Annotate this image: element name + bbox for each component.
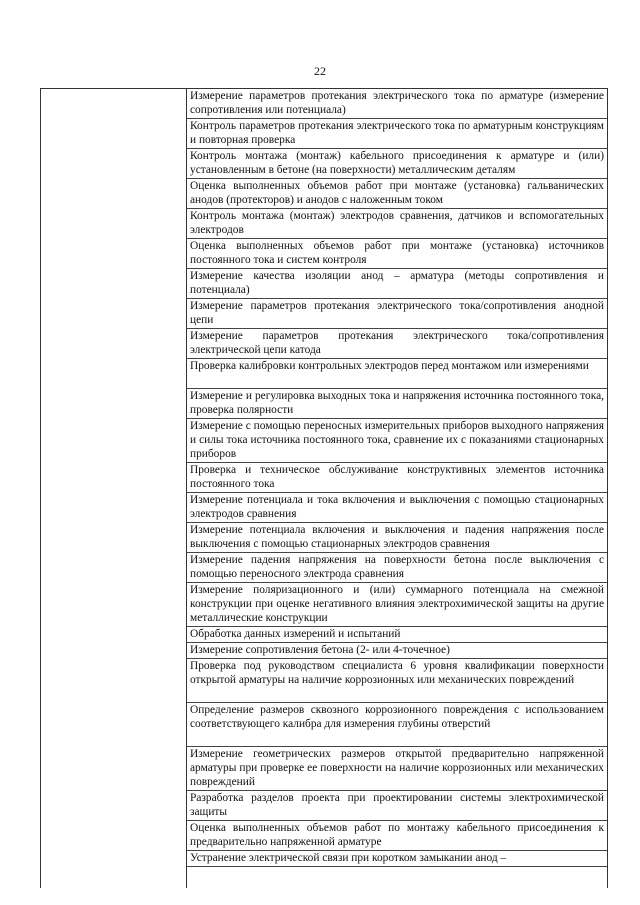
table-row [187,359,607,389]
table-cell-text: Измерение геометрических размеров открытой предварительно напряженной арматуры при проверке ее поверхности на наличие коррозионных или механических повреждений [190,748,604,788]
table-row [187,523,607,553]
table-cell-text: Оценка выполненных объемов работ при монтаже (установка) гальванических анодов (протекторов) и анодов с наложенным током [190,180,604,206]
table-row [187,89,607,119]
table-row [187,703,607,747]
functions-table [40,88,608,888]
table-row [187,821,607,851]
table-cell-text: Измерение сопротивления бетона (2- или 4-точечное) [190,644,450,656]
page-number: 22 [314,64,326,78]
table-cell-text: Измерение качества изоляции анод – арматура (методы сопротивления и потенциала) [190,270,604,296]
table-row [187,659,607,703]
table-row [187,791,607,821]
table-cell-text: Контроль монтажа (монтаж) кабельного присоединения к арматуре и (или) установленным в бетоне (на поверхности) металлическим деталям [190,150,604,176]
table-cell-text: Контроль параметров протекания электрического тока по арматурным конструкциям и повторная проверка [190,120,604,146]
table-row [187,747,607,791]
table-cell-text: Разработка разделов проекта при проектировании системы электрохимической защиты [190,792,604,818]
table-cell-text: Измерение параметров протекания электрического тока по арматуре (измерение сопротивления или потенциала) [190,90,604,116]
table-row [187,493,607,523]
table-cell-text: Определение размеров сквозного коррозионного повреждения с использованием соответствующего калибра для измерения глубины отверстий [190,704,604,730]
table-cell-text: Проверка калибровки контрольных электродов перед монтажом или измерениями [190,360,589,372]
table-cell-text: Обработка данных измерений и испытаний [190,628,401,640]
table-row [187,389,607,419]
table-row [187,119,607,149]
table-row [187,269,607,299]
table-cell-text: Устранение электрической связи при коротком замыкании анод – [190,852,507,864]
table-cell-text: Контроль монтажа (монтаж) электродов сравнения, датчиков и вспомогательных электродов [190,210,604,236]
table-cell-text: Измерение и регулировка выходных тока и напряжения источника постоянного тока, проверка полярности [190,390,604,416]
table-right-column [187,89,607,867]
table-cell-text: Измерение поляризационного и (или) суммарного потенциала на смежной конструкции при оценке негативного влияния электрохимической защиты на другие металлические конструкции [190,584,604,624]
table-row [187,851,607,867]
table-row [187,149,607,179]
table-row [187,239,607,269]
table-cell-text: Измерение параметров протекания электрического тока/сопротивления электрической цепи катода [190,330,604,356]
table-left-column [41,89,187,888]
table-row [187,553,607,583]
table-row [187,583,607,627]
table-row [187,463,607,493]
table-row [187,627,607,643]
table-row [187,329,607,359]
table-row [187,299,607,329]
table-cell-text: Оценка выполненных объемов работ при монтаже (установка) источников постоянного тока и систем контроля [190,240,604,266]
table-cell-text: Измерение с помощью переносных измерительных приборов выходного напряжения и силы тока источника постоянного тока, сравнение их с показаниями стационарных приборов [190,420,604,460]
table-row [187,179,607,209]
table-row [187,419,607,463]
table-cell-text: Проверка под руководством специалиста 6 уровня квалификации поверхности открытой арматуры на наличие коррозионных или механических повреждений [190,660,604,686]
table-row [187,643,607,659]
table-cell-text: Проверка и техническое обслуживание конструктивных элементов источника постоянного тока [190,464,604,490]
table-cell-text: Измерение падения напряжения на поверхности бетона после выключения с помощью переносного электрода сравнения [190,554,604,580]
table-cell-text: Оценка выполненных объемов работ по монтажу кабельного присоединения к предварительно напряженной арматуре [190,822,604,848]
table-cell-text: Измерение параметров протекания электрического тока/сопротивления анодной цепи [190,300,604,326]
table-row [187,209,607,239]
table-cell-text: Измерение потенциала и тока включения и выключения с помощью стационарных электродов сравнения [190,494,604,520]
table-cell-text: Измерение потенциала включения и выключения и падения напряжения после выключения с помощью стационарных электродов сравнения [190,524,604,550]
